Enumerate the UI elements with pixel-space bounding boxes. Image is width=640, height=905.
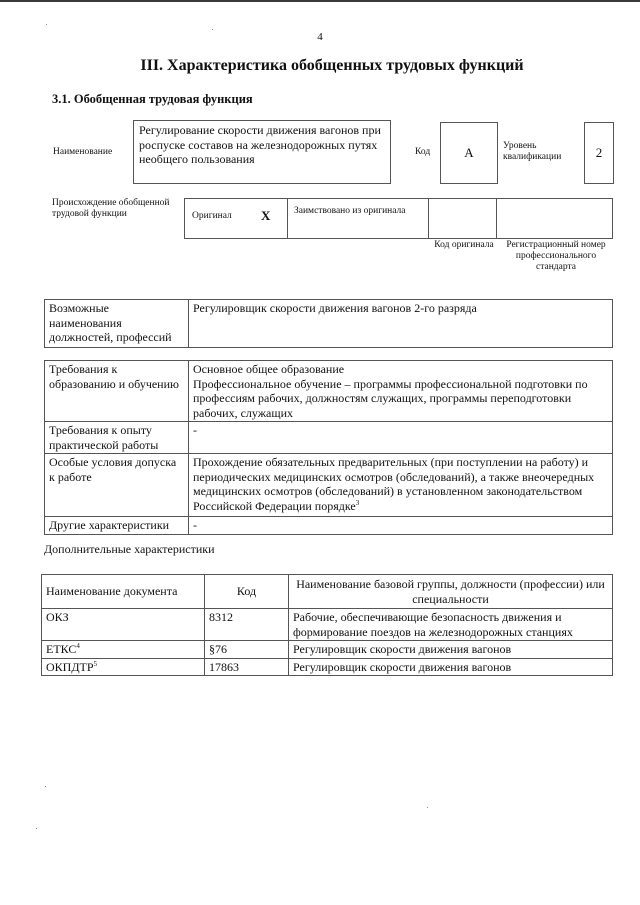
special-conditions-value	[189, 454, 613, 517]
scan-speck	[45, 786, 46, 787]
original-code-caption: Код оригинала	[434, 240, 494, 250]
column-header-document: Наименование документа	[42, 575, 205, 609]
name-cell: Регулировщик скорости движения вагонов	[289, 641, 613, 659]
scan-speck	[212, 29, 213, 30]
function-name-box: Регулирование скорости движения вагонов при роспуске составов на железнодорожных путях необщего пользования	[133, 120, 391, 184]
scan-speck	[36, 828, 37, 829]
requirements-table	[44, 360, 613, 535]
special-conditions-text: Прохождение обязательных предварительных (при поступлении на работу) и периодических медицинских осмотров (обследований), а также внеочередных медицинских осмотров (обследований) в установленном законодательством Российской Федерации порядке	[193, 455, 595, 513]
name-cell: Рабочие, обеспечивающие безопасность движения и формирование поездов на железнодорожных станциях	[289, 609, 613, 641]
table-row	[45, 300, 613, 348]
code-cell: 8312	[205, 609, 289, 641]
experience-value: -	[189, 422, 613, 454]
qualification-level-label: Уровень квалификации	[503, 141, 562, 162]
origin-label: Происхождение обобщенной трудовой функции	[52, 198, 170, 219]
registration-number-caption: Регистрационный номер профессионального стандарта	[506, 240, 606, 272]
table-header-row	[42, 575, 613, 609]
document-cell	[42, 609, 205, 641]
footnote-ref: 3	[355, 498, 360, 507]
original-label: Оригинал	[192, 211, 232, 221]
document-cell	[42, 641, 205, 659]
table-row	[42, 641, 613, 659]
origin-borrowed-cell	[288, 199, 429, 238]
experience-label: Требования к опыту практической работы	[45, 422, 189, 454]
other-characteristics-label: Другие характеристики	[45, 517, 189, 535]
page-number: 4	[317, 31, 323, 43]
code-box: А	[440, 122, 498, 184]
scan-speck	[427, 807, 428, 808]
name-cell: Регулировщик скорости движения вагонов	[289, 658, 613, 676]
additional-characteristics-table	[41, 574, 613, 676]
code-cell: §76	[205, 641, 289, 659]
document-name: ЕТКС	[46, 642, 77, 656]
table-row	[45, 422, 613, 454]
original-mark: Х	[261, 208, 271, 223]
registration-number-cell	[497, 199, 612, 238]
original-code-cell	[429, 199, 497, 238]
table-row	[45, 517, 613, 535]
positions-value: Регулировщик скорости движения вагонов 2-го разряда	[189, 300, 613, 348]
document-cell	[42, 658, 205, 676]
column-header-name: Наименование базовой группы, должности (профессии) или специальности	[289, 575, 613, 609]
qualification-level-box: 2	[584, 122, 614, 184]
table-row	[45, 361, 613, 422]
education-label: Требования к образованию и обучению	[45, 361, 189, 422]
document-name: ОКПДТР	[46, 659, 94, 674]
code-label: Код	[415, 147, 431, 157]
footnote-ref: 5	[93, 659, 98, 668]
positions-table	[44, 299, 613, 348]
table-row	[42, 658, 613, 676]
table-row	[42, 609, 613, 641]
scan-speck	[46, 24, 47, 25]
footnote-ref: 4	[76, 642, 80, 650]
education-line: Профессиональное обучение – программы профессиональной подготовки по профессиям рабочих, должностям служащих, программы переподготовки рабочих, служащих	[193, 376, 588, 420]
education-value	[189, 361, 613, 422]
subsection-title: 3.1. Обобщенная трудовая функция	[52, 92, 253, 106]
document-name: ОКЗ	[46, 610, 69, 624]
additional-characteristics-title: Дополнительные характеристики	[44, 542, 215, 556]
section-title: III. Характеристика обобщенных трудовых функций	[140, 57, 524, 74]
borrowed-label: Заимствовано из оригинала	[294, 206, 406, 216]
positions-label: Возможные наименования должностей, профессий	[45, 300, 189, 348]
origin-original-cell	[185, 199, 288, 238]
special-conditions-label: Особые условия допуска к работе	[45, 454, 189, 517]
other-characteristics-value: -	[189, 517, 613, 535]
table-row	[45, 454, 613, 517]
name-label: Наименование	[53, 147, 113, 157]
column-header-code: Код	[205, 575, 289, 609]
origin-table	[184, 198, 613, 239]
scan-edge-line	[0, 0, 640, 2]
education-line: Основное общее образование	[193, 362, 345, 376]
code-cell: 17863	[205, 658, 289, 676]
